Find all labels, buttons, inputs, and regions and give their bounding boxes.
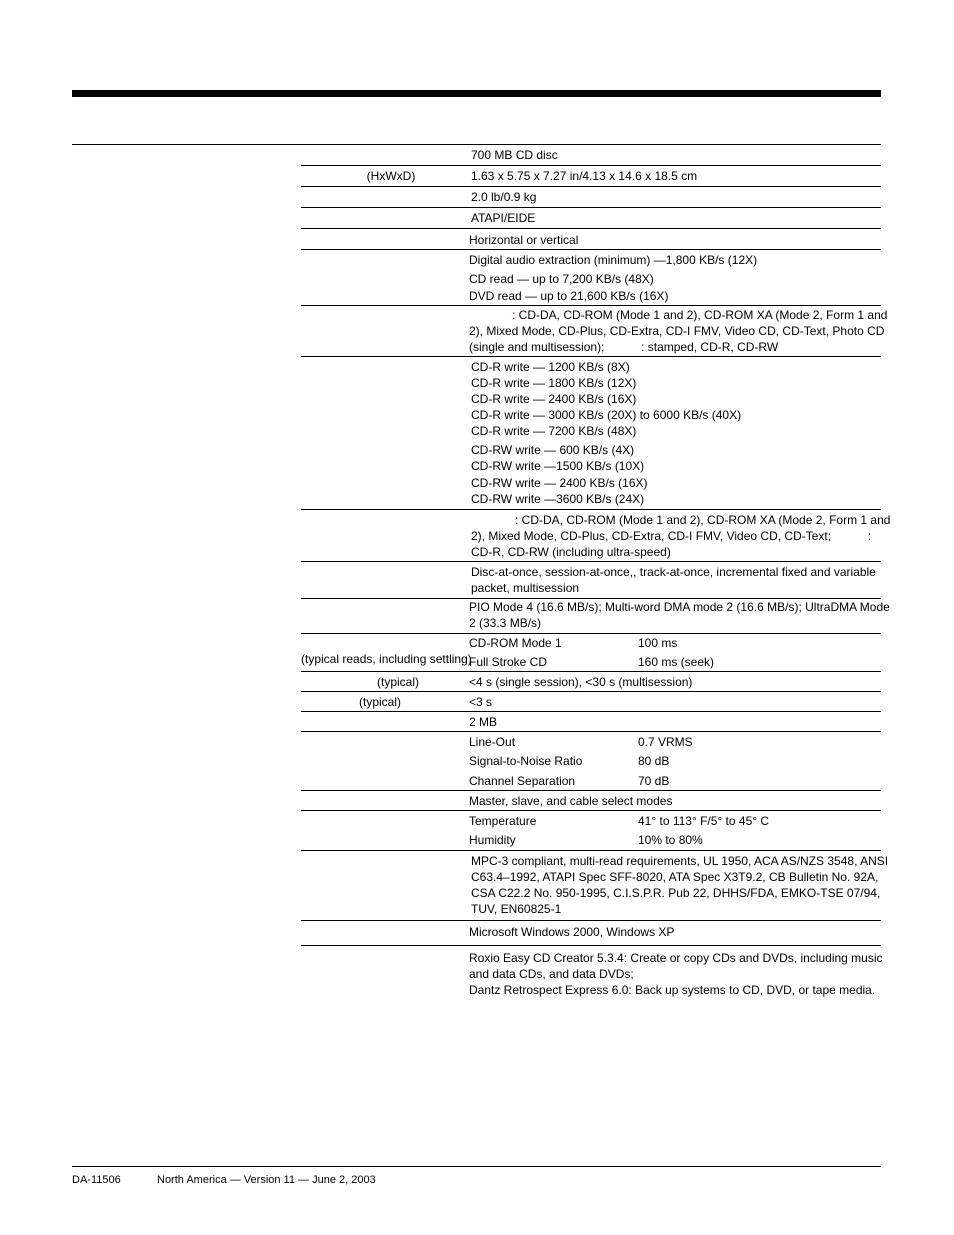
cdr-write-speed: CD-R write — 3000 KB/s (20X) to 6000 KB/s (40X) bbox=[471, 408, 742, 422]
buffer-value: 2 MB bbox=[469, 715, 498, 729]
footer-version: North America — Version 11 — June 2, 2003 bbox=[157, 1174, 376, 1186]
access-name: Full Stroke CD bbox=[469, 655, 548, 669]
software-line: and data CDs, and data DVDs; bbox=[469, 967, 634, 981]
spec-row-software bbox=[301, 946, 881, 1006]
access-name: CD-ROM Mode 1 bbox=[469, 636, 562, 650]
spec-row-load-time bbox=[301, 671, 881, 691]
write-formats-line-1: : CD-DA, CD-ROM (Mode 1 and 2), CD-ROM XA (Mode 2, Form 1 and bbox=[515, 513, 891, 527]
spec-row-read-speeds bbox=[301, 249, 881, 305]
audio-value: 80 dB bbox=[638, 754, 670, 768]
read-speed-2: CD read — up to 7,200 KB/s (48X) bbox=[469, 272, 654, 286]
eject-time-label: (typical) bbox=[358, 695, 401, 709]
write-modes-line-2: packet, multisession bbox=[471, 581, 580, 595]
load-time-value: <4 s (single session), <30 s (multisession) bbox=[469, 675, 693, 689]
header-rule bbox=[72, 90, 881, 97]
mounting-value: Horizontal or vertical bbox=[469, 233, 579, 247]
read-formats-line-3: (single and multisession); : stamped, CD-R, CD-RW bbox=[469, 340, 779, 354]
spec-row-audio bbox=[301, 731, 881, 790]
footer-doc-id: DA-11506 bbox=[72, 1174, 121, 1186]
access-value: 160 ms (seek) bbox=[638, 655, 715, 669]
transfer-modes-line-2: 2 (33.3 MB/s) bbox=[469, 616, 542, 630]
cdr-write-speed: CD-R write — 2400 KB/s (16X) bbox=[471, 392, 637, 406]
transfer-modes-line-1: PIO Mode 4 (16.6 MB/s); Multi-word DMA mode 2 (16.6 MB/s); UltraDMA Mode bbox=[469, 600, 890, 614]
audio-name: Channel Separation bbox=[469, 774, 576, 788]
cdr-write-speed: CD-R write — 1200 KB/s (8X) bbox=[471, 360, 630, 374]
section-rule bbox=[72, 144, 301, 145]
spec-row-compliance bbox=[301, 850, 889, 920]
read-speed-3: DVD read — up to 21,600 KB/s (16X) bbox=[469, 289, 669, 303]
interface-value: ATAPI/EIDE bbox=[471, 211, 536, 225]
spec-row-transfer-modes bbox=[301, 598, 890, 633]
spec-table bbox=[301, 144, 891, 1006]
spec-row-jumper bbox=[301, 790, 881, 810]
cdr-write-speed: CD-R write — 1800 KB/s (12X) bbox=[471, 376, 637, 390]
audio-name: Signal-to-Noise Ratio bbox=[469, 754, 583, 768]
spec-row-write-speeds bbox=[301, 356, 881, 509]
spec-row-write-modes bbox=[301, 561, 881, 598]
footer-rule bbox=[72, 1166, 881, 1167]
software-line: Roxio Easy CD Creator 5.3.4: Create or copy CDs and DVDs, including music bbox=[469, 951, 883, 965]
spec-row-dimensions bbox=[301, 165, 881, 186]
read-formats-line-2: 2), Mixed Mode, CD-Plus, CD-Extra, CD-I FMV, Video CD, CD-Text, Photo CD bbox=[469, 324, 885, 338]
cdrw-write-speed: CD-RW write —1500 KB/s (10X) bbox=[471, 459, 645, 473]
os-value: Microsoft Windows 2000, Windows XP bbox=[469, 925, 675, 939]
cdrw-write-speed: CD-RW write — 600 KB/s (4X) bbox=[471, 443, 635, 457]
compliance-line: C63.4–1992, ATAPI Spec SFF-8020, ATA Spec X3T9.2, CB Bulletin No. 92A, bbox=[471, 870, 879, 884]
spec-row-environment bbox=[301, 810, 881, 850]
access-time-label: (typical reads, including settling) bbox=[301, 652, 472, 666]
read-speed-1: Digital audio extraction (minimum) —1,800 KB/s (12X) bbox=[469, 253, 758, 267]
spec-row-media bbox=[301, 144, 881, 165]
load-time-label: (typical) bbox=[376, 675, 419, 689]
spec-row-write-formats bbox=[301, 509, 891, 561]
software-line: Dantz Retrospect Express 6.0: Back up systems to CD, DVD, or tape media. bbox=[469, 983, 876, 997]
spec-row-eject-time bbox=[301, 691, 881, 711]
media-value: 700 MB CD disc bbox=[471, 148, 558, 162]
spec-row-interface bbox=[301, 207, 881, 228]
audio-name: Line-Out bbox=[469, 735, 516, 749]
write-modes-line-1: Disc-at-once, session-at-once,, track-at-once, incremental fixed and variable bbox=[471, 565, 876, 579]
environment-name: Temperature bbox=[469, 814, 537, 828]
environment-value: 41° to 113° F/5° to 45° C bbox=[638, 814, 770, 828]
spec-row-access-time bbox=[301, 633, 881, 671]
cdrw-write-speed: CD-RW write —3600 KB/s (24X) bbox=[471, 492, 645, 506]
spec-row-read-formats bbox=[301, 305, 888, 356]
write-formats-line-2: 2), Mixed Mode, CD-Plus, CD-Extra, CD-I FMV, Video CD, CD-Text; : bbox=[471, 529, 872, 543]
audio-value: 0.7 VRMS bbox=[638, 735, 693, 749]
spec-row-mounting bbox=[301, 228, 881, 249]
cdr-write-speed: CD-R write — 7200 KB/s (48X) bbox=[471, 424, 637, 438]
environment-value: 10% to 80% bbox=[638, 833, 703, 847]
dimensions-value: 1.63 x 5.75 x 7.27 in/4.13 x 14.6 x 18.5 cm bbox=[471, 169, 698, 183]
write-formats-line-3: CD-R, CD-RW (including ultra-speed) bbox=[471, 545, 671, 559]
spec-row-buffer bbox=[301, 711, 881, 731]
audio-value: 70 dB bbox=[638, 774, 670, 788]
read-formats-line-1: : CD-DA, CD-ROM (Mode 1 and 2), CD-ROM XA (Mode 2, Form 1 and bbox=[512, 308, 888, 322]
compliance-line: MPC-3 compliant, multi-read requirements, UL 1950, ACA AS/NZS 3548, ANSI bbox=[471, 854, 889, 868]
weight-value: 2.0 lb/0.9 kg bbox=[471, 190, 537, 204]
spec-row-os bbox=[301, 920, 881, 946]
jumper-value: Master, slave, and cable select modes bbox=[469, 794, 673, 808]
environment-name: Humidity bbox=[469, 833, 516, 847]
compliance-line: TUV, EN60825-1 bbox=[471, 902, 562, 916]
access-value: 100 ms bbox=[638, 636, 678, 650]
spec-row-weight bbox=[301, 186, 881, 207]
cdrw-write-speed: CD-RW write — 2400 KB/s (16X) bbox=[471, 476, 648, 490]
compliance-line: CSA C22.2 No. 950-1995, C.I.S.P.R. Pub 22, DHHS/FDA, EMKO-TSE 07/94, bbox=[471, 886, 881, 900]
dimensions-label: (HxWxD) bbox=[366, 169, 416, 183]
eject-time-value: <3 s bbox=[469, 695, 493, 709]
